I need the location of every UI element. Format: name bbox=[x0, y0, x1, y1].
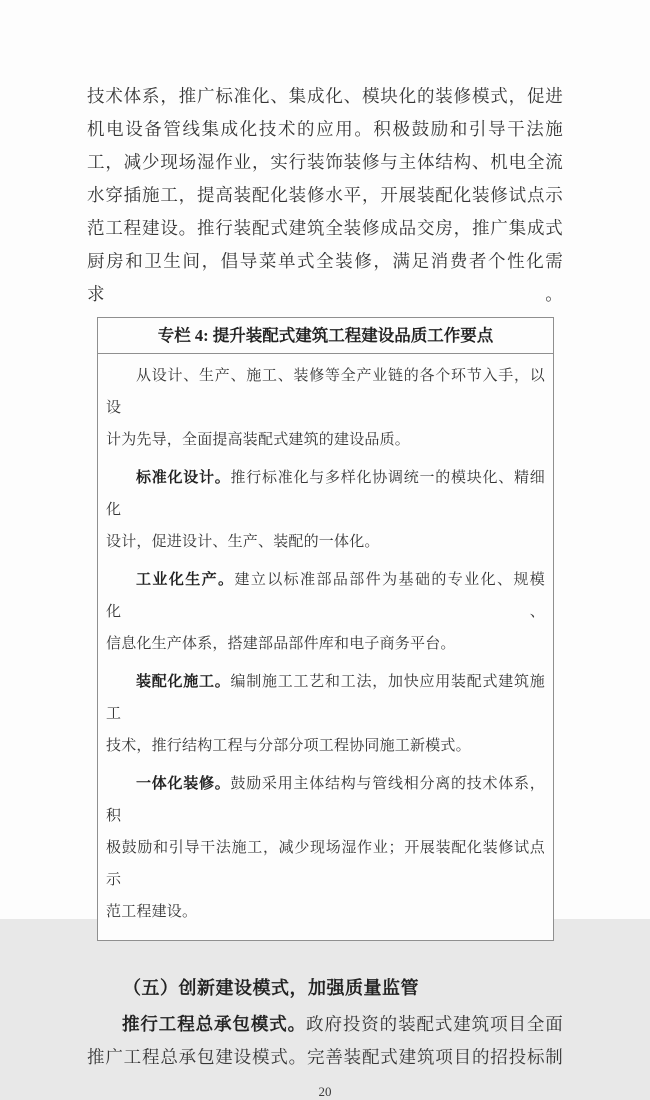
text-line: 水穿插施工，提高装配化装修水平，开展装配化装修试点示 bbox=[87, 185, 563, 205]
text-line: 技术，推行结构工程与分部分项工程协同施工新模式。 bbox=[106, 738, 471, 754]
text-line: 信息化生产体系，搭建部品部件库和电子商务平台。 bbox=[106, 636, 456, 652]
callout-box-body bbox=[98, 354, 553, 940]
intro-paragraph bbox=[87, 80, 563, 311]
text-line: 推广工程总承包建设模式。完善装配式建筑项目的招投标制 bbox=[87, 1047, 563, 1067]
section-heading: （五）创新建设模式，加强质量监管 bbox=[123, 978, 419, 998]
text-line: 范工程建设。 bbox=[106, 904, 198, 920]
paragraph-lead: 装配化施工。 bbox=[136, 674, 231, 690]
paragraph bbox=[106, 666, 545, 762]
text-line: 厨房和卫生间，倡导菜单式全装修，满足消费者个性化需求。 bbox=[87, 251, 563, 304]
text-line: 机电设备管线集成化技术的应用。积极鼓励和引导干法施 bbox=[87, 119, 563, 139]
text-line: 工，减少现场湿作业，实行装饰装修与主体结构、机电全流 bbox=[87, 152, 563, 172]
text-line: 计为先导，全面提高装配式建筑的建设品质。 bbox=[106, 432, 411, 448]
callout-box-title: 专栏 4: 提升装配式建筑工程建设品质工作要点 bbox=[98, 318, 553, 354]
paragraph-lead: 标准化设计。 bbox=[136, 470, 231, 486]
paragraph bbox=[106, 768, 545, 928]
page-number: 20 bbox=[318, 1084, 332, 1099]
text-line: 装配化施工。编制施工工艺和工法，加快应用装配式建筑施工 bbox=[106, 674, 545, 722]
paragraph-lead: 推行工程总承包模式。 bbox=[122, 1014, 307, 1034]
text-line: 设计，促进设计、生产、装配的一体化。 bbox=[106, 534, 380, 550]
paragraph bbox=[106, 564, 545, 660]
paragraph bbox=[106, 462, 545, 558]
text-line: 工业化生产。建立以标准部品部件为基础的专业化、规模化、 bbox=[106, 572, 545, 620]
callout-box bbox=[97, 317, 554, 941]
paragraph-lead: 一体化装修。 bbox=[136, 776, 231, 792]
paragraph-lead: 工业化生产。 bbox=[136, 572, 235, 588]
text-line: 推行工程总承包模式。政府投资的装配式建筑项目全面 bbox=[122, 1014, 563, 1034]
text-line: 标准化设计。推行标准化与多样化协调统一的模块化、精细化 bbox=[106, 470, 545, 518]
text-line: 技术体系，推广标准化、集成化、模块化的装修模式，促进 bbox=[87, 86, 563, 106]
text-line: 一体化装修。鼓励采用主体结构与管线相分离的技术体系，积 bbox=[106, 776, 545, 824]
text-line: 范工程建设。推行装配式建筑全装修成品交房，推广集成式 bbox=[87, 218, 563, 238]
section-paragraph bbox=[87, 1008, 563, 1074]
paragraph bbox=[106, 360, 545, 456]
text-line: 从设计、生产、施工、装修等全产业链的各个环节入手，以设 bbox=[106, 368, 545, 416]
text-line: 极鼓励和引导干法施工，减少现场湿作业；开展装配化装修试点示 bbox=[106, 840, 545, 888]
paragraph bbox=[87, 1008, 563, 1074]
